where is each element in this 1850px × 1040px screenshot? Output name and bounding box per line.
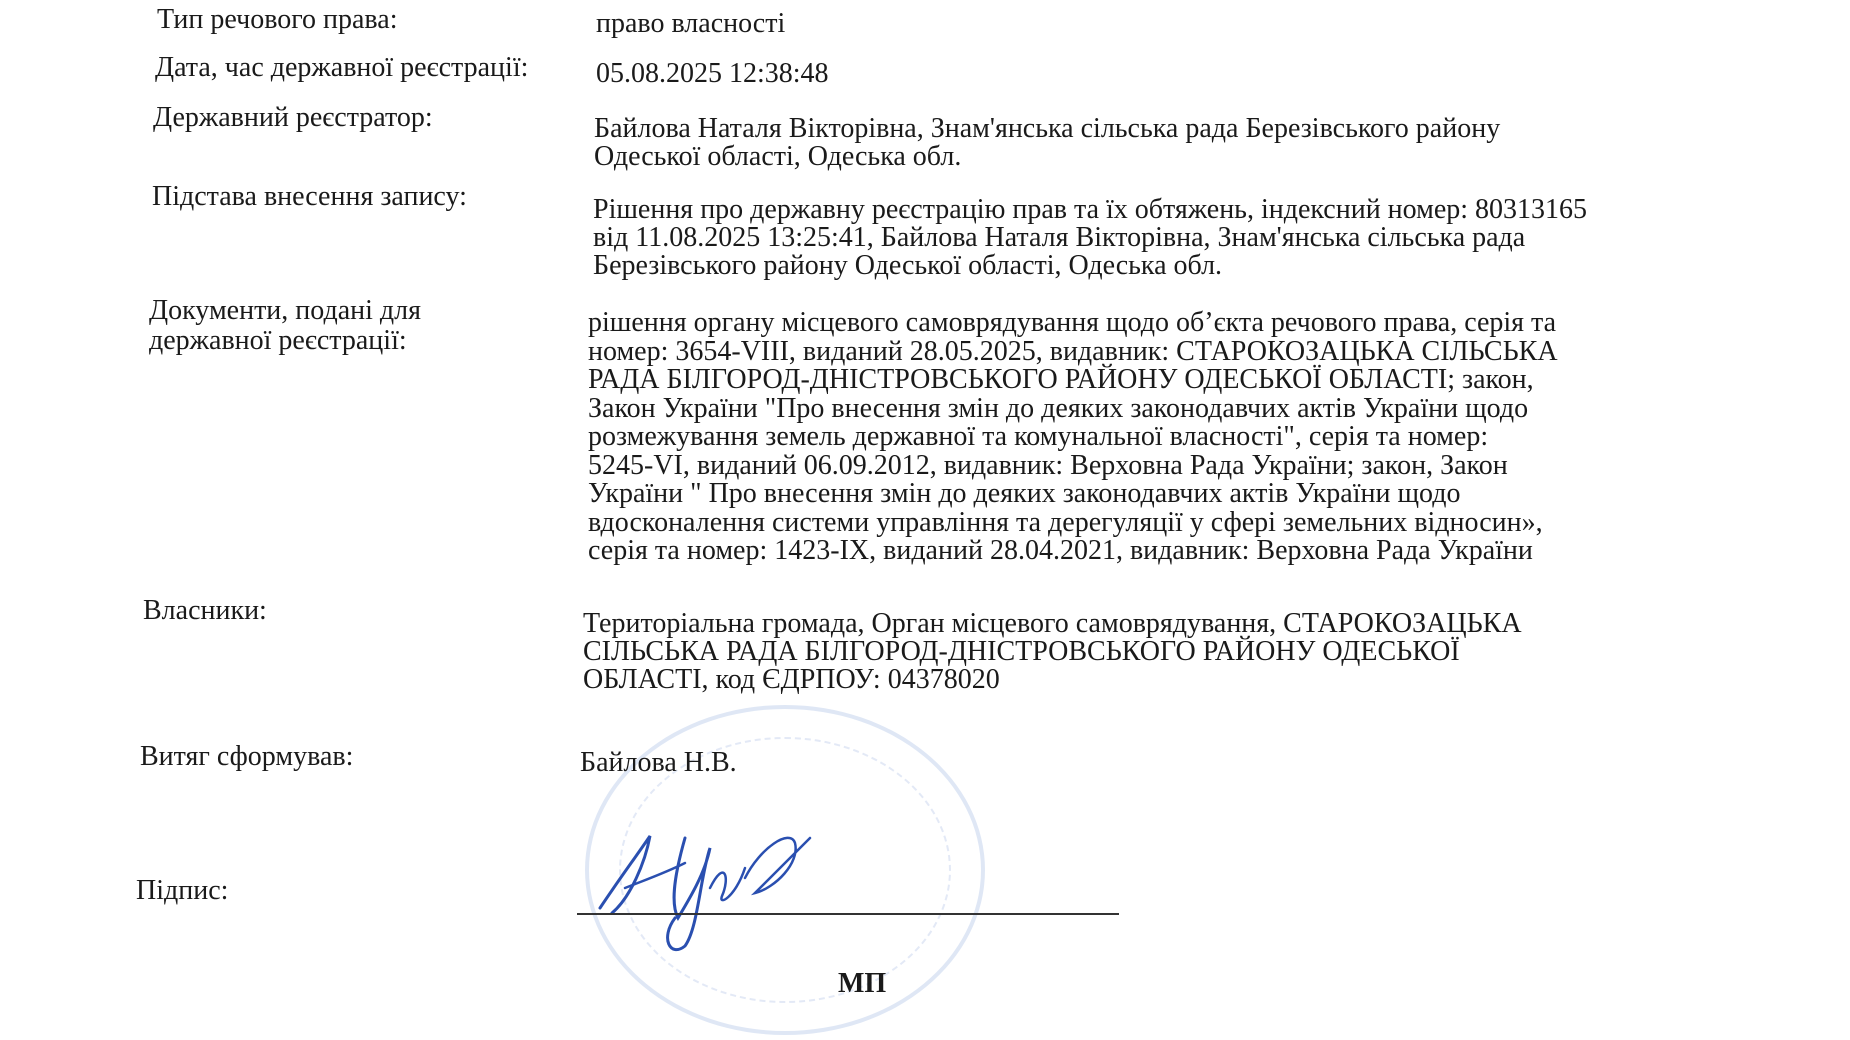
value-state-registrar [594, 115, 1500, 171]
label-right-type: Тип речового права: [157, 4, 398, 35]
value-line: від 11.08.2025 13:25:41, Байлова Наталя Вікторівна, Знам'янська сільська рада [593, 222, 1526, 253]
value-line: України " Про внесення змін до деяких законодавчих актів України щодо [588, 478, 1461, 509]
value-line: Територіальна громада, Орган місцевого самоврядування, СТАРОКОЗАЦЬКА [583, 608, 1522, 639]
value-line: Байлова Наталя Вікторівна, Знам'янська сільська рада Березівського району [594, 113, 1501, 144]
value-right-type [596, 8, 785, 40]
value-entry-basis [593, 196, 1587, 280]
stamp-place-mark: МП [838, 968, 887, 999]
value-line: розмежування земель державної та комунальної власності", серія та номер: [588, 421, 1489, 452]
label-extract-formed-by: Витяг сформував: [140, 741, 354, 772]
handwritten-signature [590, 818, 820, 958]
value-line: РАДА БІЛГОРОД-ДНІСТРОВСЬКОГО РАЙОНУ ОДЕСЬКОЇ ОБЛАСТІ; закон, [588, 364, 1534, 395]
value-line: Одеської області, Одеська обл. [594, 141, 962, 172]
label-line: державної реєстрації: [149, 325, 407, 356]
value-line: 5245-VI, виданий 06.09.2012, видавник: Верховна Рада України; закон, Закон [588, 449, 1508, 481]
value-line: право власності [596, 8, 786, 39]
value-line: Рішення про державну реєстрацію прав та їх обтяжень, індексний номер: 80313165 [593, 194, 1588, 225]
label-owners: Власники: [143, 595, 267, 626]
signature-line [577, 913, 1119, 915]
signature-stroke [600, 836, 650, 913]
value-line: номер: 3654-VIII, виданий 28.05.2025, видавник: СТАРОКОЗАЦЬКА СІЛЬСЬКА [588, 335, 1558, 367]
signature-stroke [745, 838, 810, 893]
signature-stroke [668, 838, 710, 950]
value-line: Березівського району Одеської області, Одеська обл. [593, 250, 1223, 281]
value-line: 05.08.2025 12:38:48 [596, 58, 829, 89]
value-line: ОБЛАСТІ, код ЄДРПОУ: 04378020 [583, 664, 1000, 695]
value-line: вдосконалення системи управління та дерегуляції у сфері земельних відносин», [588, 506, 1543, 538]
label-submitted-documents [149, 296, 421, 356]
label-entry-basis: Підстава внесення запису: [152, 181, 467, 212]
value-line: рішення органу місцевого самоврядування щодо об’єкта речового права, серія та [588, 307, 1557, 338]
value-registration-datetime [596, 58, 829, 90]
label-registration-datetime: Дата, час державної реєстрації: [155, 52, 529, 83]
label-state-registrar: Державний реєстратор: [153, 102, 433, 133]
label-signature: Підпис: [136, 875, 229, 906]
value-line: серія та номер: 1423-IX, виданий 28.04.2021, видавник: Верховна Рада України [588, 535, 1533, 566]
label-line: Документи, подані для [149, 295, 422, 326]
value-extract-formed-by [580, 747, 737, 779]
value-line: Байлова Н.В. [580, 747, 737, 778]
value-owners [583, 610, 1522, 694]
value-submitted-documents [588, 309, 1558, 566]
value-line: Закон України "Про внесення змін до деяких законодавчих актів України щодо [588, 392, 1529, 424]
signature-stroke [710, 868, 745, 900]
value-line: СІЛЬСЬКА РАДА БІЛГОРОД-ДНІСТРОВСЬКОГО РАЙОНУ ОДЕСЬКОЇ [583, 636, 1460, 667]
